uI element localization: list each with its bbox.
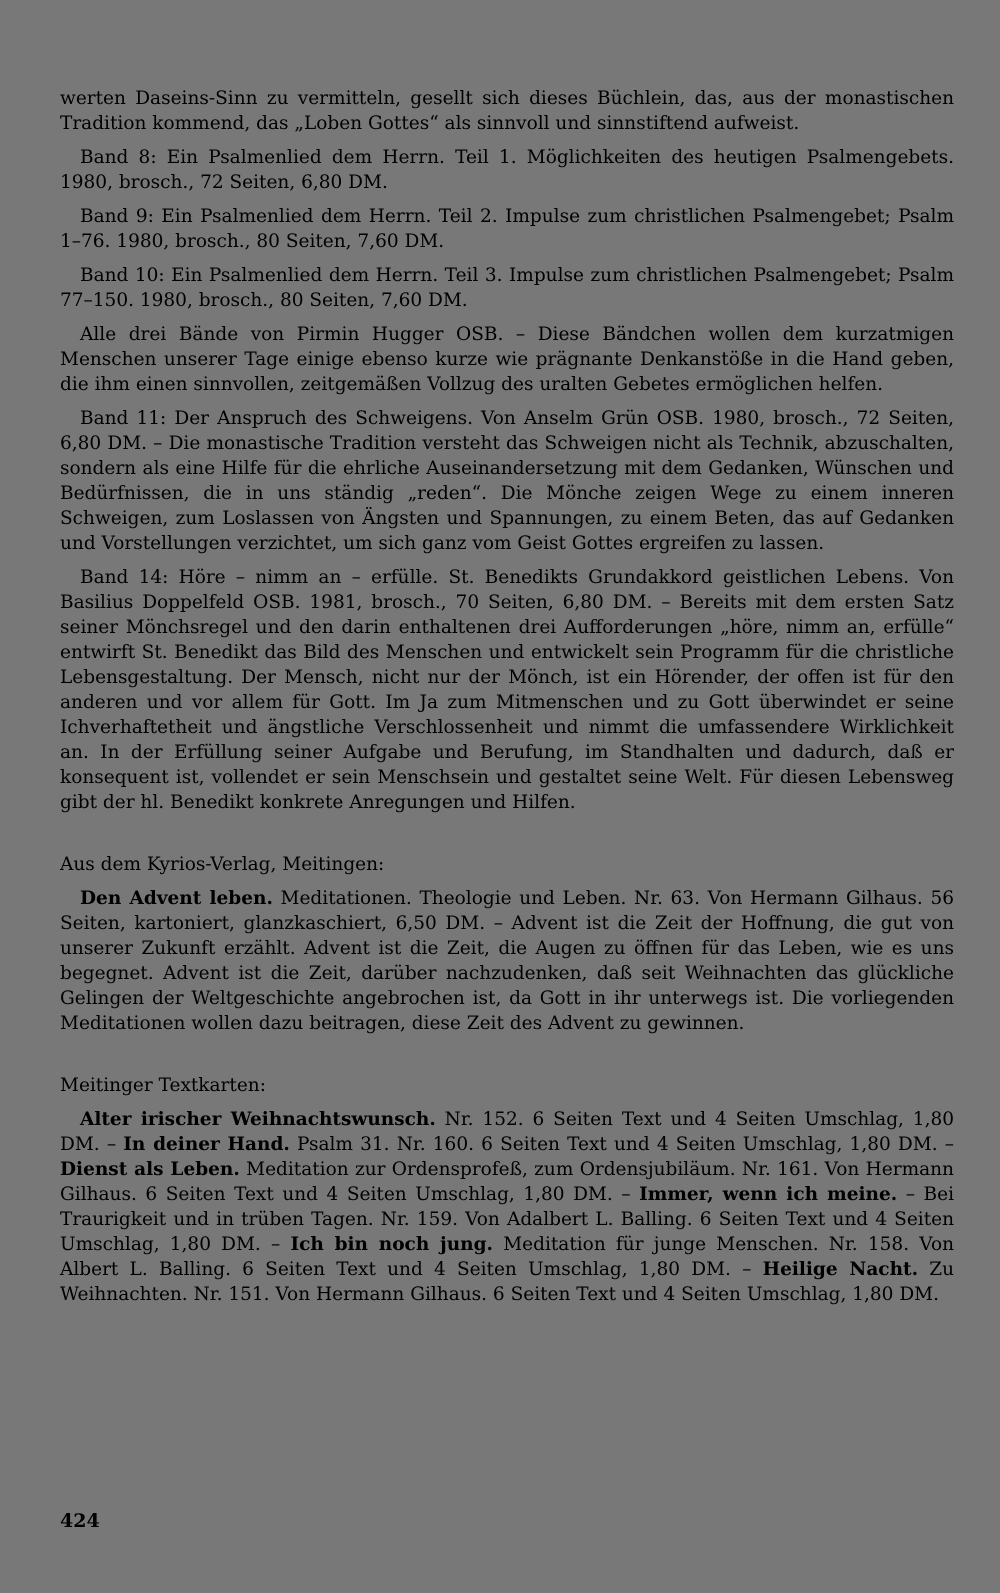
kyrios-heading: Aus dem Kyrios-Verlag, Meitingen: (60, 854, 385, 875)
card-title: Alter irischer Weihnachtswunsch. (80, 1109, 436, 1130)
intro-paragraph: werten Daseins-Sinn zu vermitteln, gesellt sich dieses Büchlein, das, aus der monastischen Tradition kommend, das „Loben Gottes“ als sinnvoll und sinnstiftend aufweist. (60, 88, 954, 134)
card-text: Nr. 152. 6 Seiten Text und 4 Seiten Umschlag, 1,80 DM. – (60, 1109, 954, 1155)
card-title: In deiner Hand. (123, 1134, 290, 1155)
card-text: Psalm 31. Nr. 160. 6 Seiten Text und 4 Seiten Umschlag, 1,80 DM. – (289, 1134, 955, 1155)
card-title: Heilige Nacht. (762, 1259, 919, 1280)
card-text: Meditation für junge Menschen. Nr. 158. Von Albert L. Balling. 6 Seiten Text und 4 Seiten Umschlag, 1,80 DM. – (60, 1234, 954, 1280)
advent-entry (60, 886, 954, 1036)
advent-title: Den Advent leben. (80, 888, 273, 909)
advent-text: Meditationen. Theologie und Leben. Nr. 63. Von Hermann Gilhaus. 56 Seiten, kartoniert, glanzkaschiert, 6,50 DM. – Advent ist die Zeit der Hoffnung, die gut von unserer Zukunft erzählt. Advent ist die Zeit, die Augen zu öffnen für das Leben, wie es uns begegnet. Advent ist die Zeit, darüber nachzudenken, daß seit Weihnachten das glückliche Gelingen der Weltgeschichte angebrochen ist, da Gott in ihr unterwegs ist. Die vorliegenden Meditationen wollen dazu beitragen, diese Zeit des Advent zu gewinnen. (60, 888, 954, 1034)
card-title: Dienst als Leben. (60, 1159, 240, 1180)
card-title: Immer, wenn ich meine. (639, 1184, 898, 1205)
band8-entry: Band 8: Ein Psalmenlied dem Herrn. Teil 1. Möglichkeiten des heutigen Psalmengebets. 1980, brosch., 72 Seiten, 6,80 DM. (60, 147, 954, 193)
page-number: 424 (60, 1510, 100, 1532)
band9-entry: Band 9: Ein Psalmenlied dem Herrn. Teil 2. Impulse zum christlichen Psalmengebet; Psalm 1–76. 1980, brosch., 80 Seiten, 7,60 DM. (60, 206, 954, 252)
band11-entry: Band 11: Der Anspruch des Schweigens. Von Anselm Grün OSB. 1980, brosch., 72 Seiten, 6,80 DM. – Die monastische Tradition versteht das Schweigen nicht als Technik, abzuschalten, sondern als eine Hilfe für die ehrliche Auseinandersetzung mit dem Gedanken, Wünschen und Bedürfnissen, die in uns ständig „reden“. Die Mönche zeigen Wege zu einem inneren Schweigen, zum Loslassen von Ängsten und Spannungen, zu einem Beten, das auf Gedanken und Vorstellungen verzichtet, um sich ganz vom Geist Gottes ergreifen zu lassen. (60, 408, 954, 554)
card-title: Ich bin noch jung. (290, 1234, 494, 1255)
textkarten-entry (60, 1107, 954, 1307)
card-text: – Bei Traurigkeit und in trüben Tagen. Nr. 159. Von Adalbert L. Balling. 6 Seiten Text und 4 Seiten Umschlag, 1,80 DM. – (60, 1184, 954, 1255)
card-text: Zu Weihnachten. Nr. 151. Von Hermann Gilhaus. 6 Seiten Text und 4 Seiten Umschlag, 1,80 DM. (60, 1259, 954, 1305)
card-text: Meditation zur Ordensprofeß, zum Ordensjubiläum. Nr. 161. Von Hermann Gilhaus. 6 Seiten Text und 4 Seiten Umschlag, 1,80 DM. – (60, 1159, 954, 1205)
textkarten-heading: Meitinger Textkarten: (60, 1075, 266, 1096)
band10-entry: Band 10: Ein Psalmenlied dem Herrn. Teil 3. Impulse zum christlichen Psalmengebet; Psalm 77–150. 1980, brosch., 80 Seiten, 7,60 DM. (60, 265, 954, 311)
summary-paragraph: Alle drei Bände von Pirmin Hugger OSB. – Diese Bändchen wollen dem kurzatmigen Menschen unserer Tage einige ebenso kurze wie prägnante Denkanstöße in die Hand geben, die ihm einen sinnvollen, zeitgemäßen Vollzug des uralten Gebetes ermöglichen helfen. (60, 324, 954, 395)
band14-entry: Band 14: Höre – nimm an – erfülle. St. Benedikts Grundakkord geistlichen Lebens. Von Basilius Doppelfeld OSB. 1981, brosch., 70 Seiten, 6,80 DM. – Bereits mit dem ersten Satz seiner Mönchsregel und den darin enthaltenen drei Aufforderungen „höre, nimm an, erfülle“ entwirft St. Benedikt das Bild des Menschen und entwickelt sein Programm für die christliche Lebensgestaltung. Der Mensch, nicht nur der Mönch, ist ein Hörender, der offen ist für den anderen und vor allem für Gott. Im Ja zum Mitmenschen und zu Gott überwindet er seine Ichverhaftetheit und ängstliche Verschlossenheit und nimmt die umfassendere Wirklichkeit an. In der Erfüllung seiner Aufgabe und Berufung, im Standhalten und dadurch, daß er konsequent ist, vollendet er sein Menschsein und gestaltet seine Welt. Für diesen Lebensweg gibt der hl. Benedikt konkrete Anregungen und Hilfen. (60, 567, 954, 813)
